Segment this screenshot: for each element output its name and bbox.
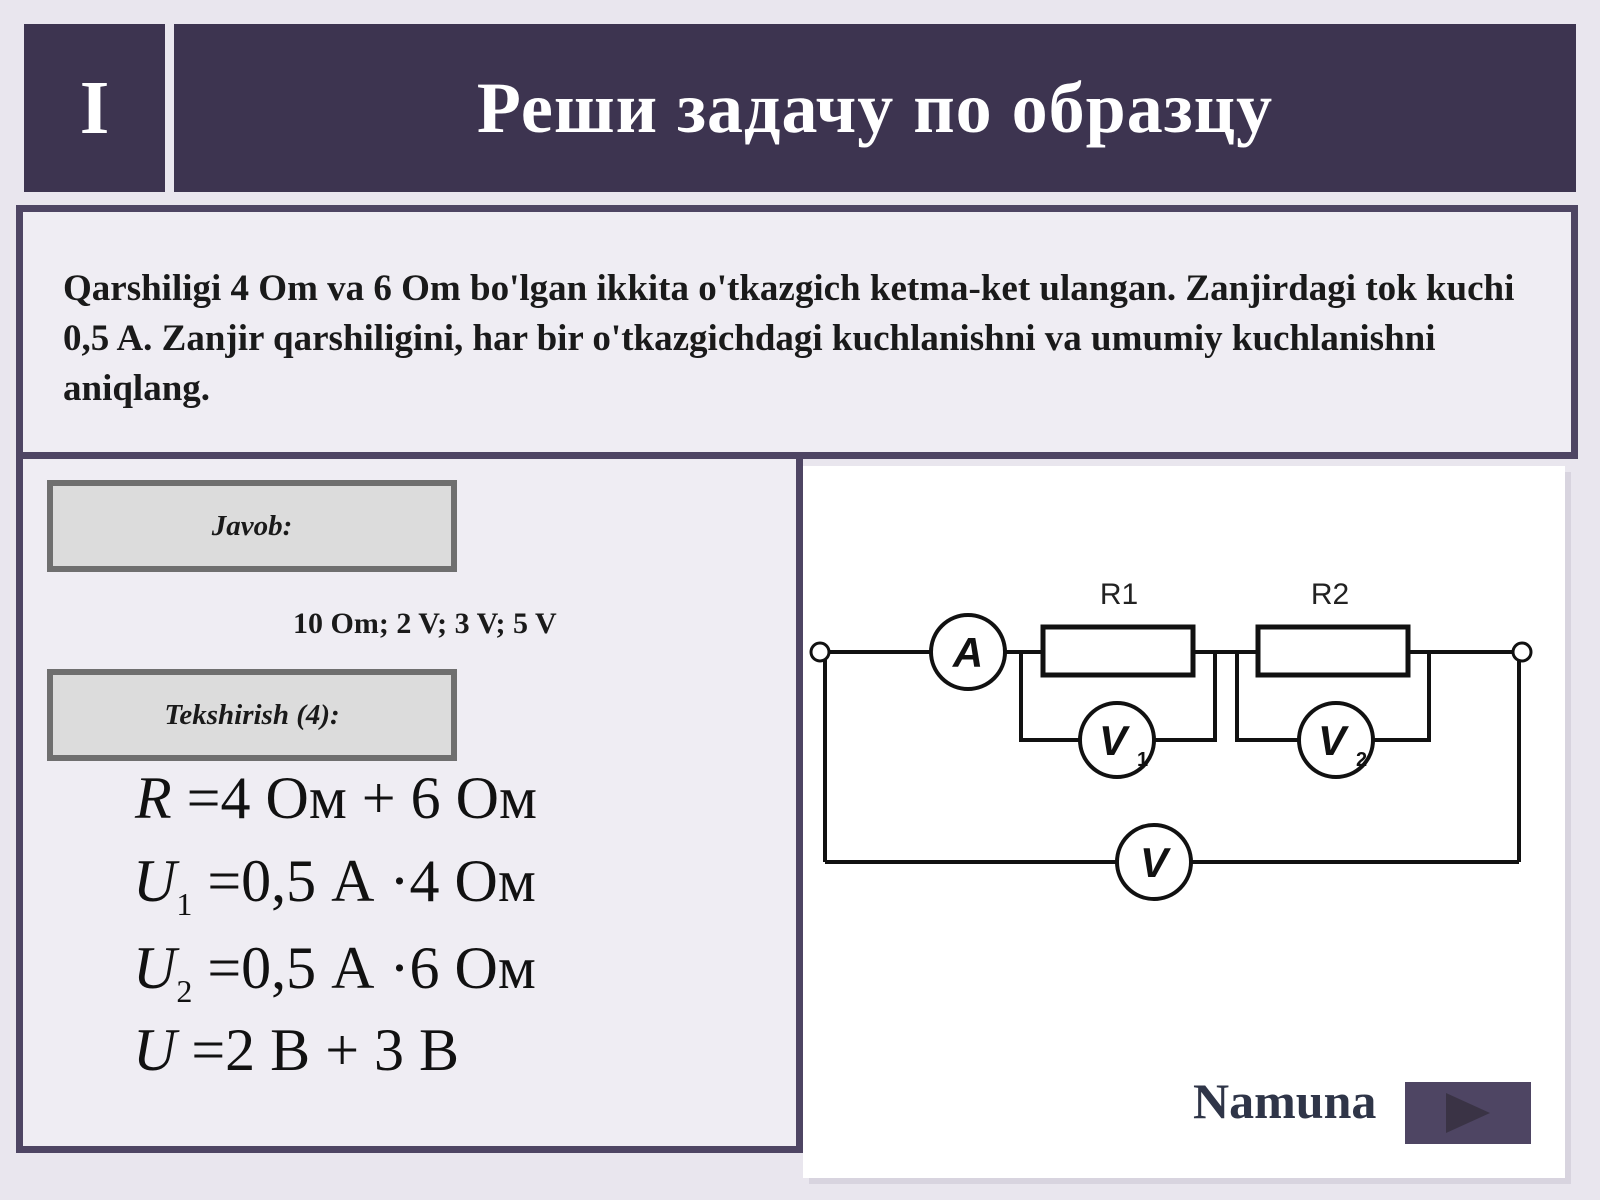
formula-rhs: =2 В + 3 В (191, 1017, 460, 1083)
formula-rhs: =0,5 А ·6 Ом (207, 935, 536, 1001)
ammeter-label: A (952, 629, 984, 676)
resistor-r2 (1258, 627, 1408, 675)
voltmeter-1-sub: 1 (1137, 749, 1149, 771)
circuit-panel (803, 466, 1565, 1178)
voltmeter-2-label: V (1317, 717, 1347, 764)
play-icon (1446, 1093, 1490, 1133)
formula-voltage-2 (133, 934, 536, 1010)
formula-rhs: =0,5 А ·4 Ом (207, 848, 536, 914)
formula-rhs: =4 Ом + 6 Ом (186, 765, 537, 831)
solution-panel (16, 459, 803, 1153)
problem-box (16, 205, 1578, 459)
answer-value: 10 Om; 2 V; 3 V; 5 V (293, 607, 557, 640)
terminal-left (811, 643, 829, 661)
answer-button[interactable]: Javob: (47, 480, 457, 572)
voltmeter-total-label: V (1139, 839, 1169, 886)
r2-label: R2 (1310, 578, 1350, 611)
formula-var: U (133, 1017, 177, 1083)
problem-text: Qarshiligi 4 Om va 6 Om bo'lgan ikkita o'tkazgich ketma-ket ulangan. Zanjirdagi tok kuchi 0,5 A. Zanjir qarshiligini, har bir o'tkazgichdagi kuchlanishni va umumiy kuchlanishni aniqlang. (63, 268, 1515, 409)
circuit-diagram (803, 466, 1565, 1178)
check-button[interactable]: Tekshirish (4): (47, 669, 457, 761)
formula-voltage-1 (133, 847, 536, 923)
slide-title: Реши задачу по образцу (174, 24, 1576, 192)
formula-var: U (133, 848, 177, 914)
formula-total-resistance (135, 764, 537, 840)
r1-label: R1 (1099, 578, 1139, 611)
formula-sub: 1 (176, 886, 193, 922)
namuna-label: Namuna (1193, 1073, 1377, 1129)
formula-total-voltage (133, 1016, 459, 1092)
formula-var: R (135, 765, 172, 831)
slide-number: I (24, 24, 165, 192)
voltmeter-1-label: V (1098, 717, 1128, 764)
formula-sub: 2 (176, 973, 193, 1009)
resistor-r1 (1043, 627, 1193, 675)
formula-var: U (133, 935, 177, 1001)
voltmeter-2-sub: 2 (1356, 749, 1368, 771)
terminal-right (1513, 643, 1531, 661)
play-button[interactable] (1405, 1082, 1531, 1144)
